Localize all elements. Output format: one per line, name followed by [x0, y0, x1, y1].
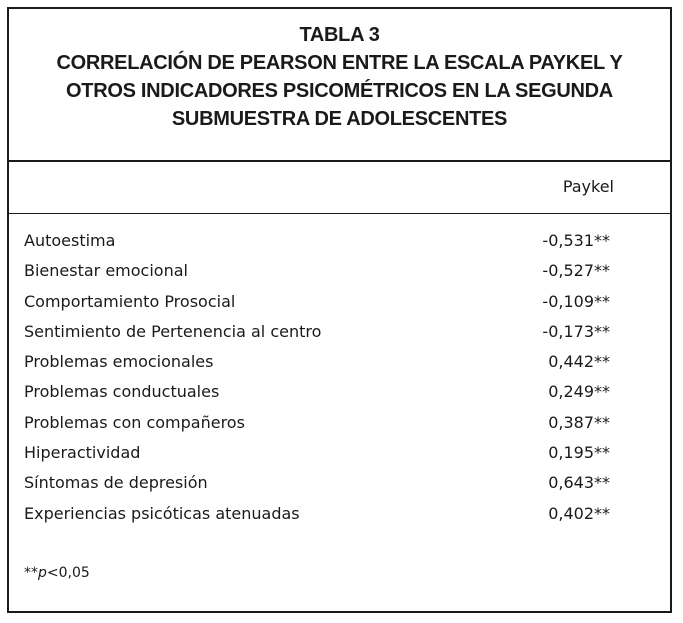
- row-label: Síntomas de depresión: [24, 473, 208, 493]
- footnote-threshold: <0,05: [46, 565, 90, 581]
- table-title-line-3: OTROS INDICADORES PSICOMÉTRICOS EN LA SEGUNDA: [66, 80, 613, 102]
- table-row: [9, 500, 670, 530]
- table-title: [9, 9, 670, 162]
- table-row: [9, 288, 670, 318]
- row-value: 0,195**: [548, 443, 610, 463]
- row-value: 0,249**: [548, 382, 610, 402]
- row-value: -0,527**: [542, 261, 610, 281]
- row-label: Comportamiento Prosocial: [24, 291, 236, 311]
- row-label: Sentimiento de Pertenencia al centro: [24, 321, 322, 341]
- row-label: Problemas con compañeros: [24, 412, 245, 432]
- table-row: [9, 469, 670, 499]
- row-label: Problemas conductuales: [24, 382, 220, 402]
- table-row: [9, 409, 670, 439]
- table-row: [9, 439, 670, 469]
- row-label: Autoestima: [24, 231, 116, 250]
- table-row: [9, 378, 670, 408]
- row-label: Problemas emocionales: [24, 352, 214, 372]
- row-value: 0,402**: [548, 503, 610, 523]
- table-row: [9, 318, 670, 348]
- table-row: [9, 257, 670, 287]
- footnote-p-symbol: p: [38, 565, 47, 581]
- correlation-table: [7, 7, 672, 613]
- footnote-prefix: **: [24, 565, 38, 581]
- row-value: 0,643**: [548, 473, 610, 493]
- table-body: [9, 227, 670, 530]
- row-value: -0,531**: [542, 231, 610, 250]
- row-value: 0,442**: [548, 352, 610, 372]
- table-title-line-2: CORRELACIÓN DE PEARSON ENTRE LA ESCALA PAYKEL Y: [56, 52, 623, 74]
- table-header-row: [9, 162, 670, 214]
- column-header-paykel: Paykel: [562, 177, 614, 196]
- row-label: Bienestar emocional: [24, 261, 188, 281]
- row-value: -0,173**: [542, 321, 610, 341]
- table-title-line-1: TABLA 3: [299, 24, 380, 46]
- row-value: -0,109**: [542, 291, 610, 311]
- row-label: Hiperactividad: [24, 443, 141, 463]
- table-row: [9, 348, 670, 378]
- table-title-line-4: SUBMUESTRA DE ADOLESCENTES: [171, 108, 508, 130]
- significance-footnote: [24, 565, 90, 581]
- table-row: [9, 227, 670, 257]
- row-value: 0,387**: [548, 412, 610, 432]
- row-label: Experiencias psicóticas atenuadas: [24, 503, 300, 523]
